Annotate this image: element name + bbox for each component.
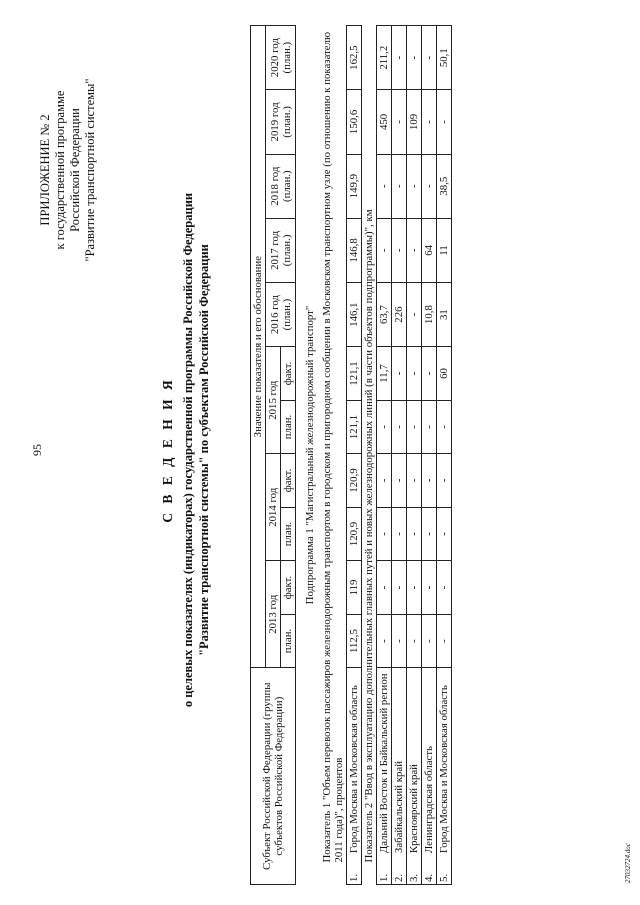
plan-header: план. <box>281 614 296 668</box>
indicator-title: Показатель 2 "Ввод в эксплуатацию дополнительных главных путей и новых железнодорожных линий (в части объектов подпрограммы)", км <box>363 209 375 863</box>
cell-value: - <box>377 218 392 282</box>
cell-value: 121,1 <box>347 400 362 454</box>
row-number: 1. <box>347 855 362 884</box>
cell-value: - <box>437 507 452 561</box>
row-number: 4. <box>422 855 437 884</box>
fact-header: факт. <box>281 561 296 615</box>
row-subject: Красноярский край <box>407 668 422 855</box>
cell-value: 120,9 <box>347 507 362 561</box>
row-subject: Город Москва и Московская область <box>437 668 452 855</box>
table-row <box>377 26 392 885</box>
page-number: 95 <box>30 444 44 456</box>
cell-value: 450 <box>377 90 392 154</box>
cell-value: 112,5 <box>347 614 362 668</box>
document-title <box>160 115 212 785</box>
cell-value: - <box>422 454 437 508</box>
subject-header: Субъект Российской Федерации (группы субъектов Российской Федерации) <box>251 668 296 885</box>
cell-value: 109 <box>407 90 422 154</box>
cell-value: - <box>407 400 422 454</box>
cell-value: - <box>407 218 422 282</box>
row-subject: Забайкальский край <box>392 668 407 855</box>
title-line: о целевых показателях (индикаторах) государственной программы Российской Федерации <box>181 192 195 708</box>
year-header-2014: 2014 год <box>266 454 281 561</box>
cell-value: - <box>377 507 392 561</box>
cell-value: 60 <box>437 347 452 401</box>
cell-value: - <box>392 347 407 401</box>
cell-value: 226 <box>392 282 407 346</box>
cell-value: 146,1 <box>347 282 362 346</box>
cell-value: - <box>392 561 407 615</box>
appendix-line: ПРИЛОЖЕНИЕ № 2 <box>38 114 52 226</box>
row-number: 3. <box>407 855 422 884</box>
row-subject: Дальний Восток и Байкальский регион <box>377 668 392 855</box>
cell-value: 38,5 <box>437 154 452 218</box>
cell-value: 50,1 <box>437 26 452 90</box>
cell-value: - <box>422 154 437 218</box>
cell-value: - <box>377 614 392 668</box>
cell-value: 10,8 <box>422 282 437 346</box>
appendix-line: Российской Федерации <box>68 108 82 232</box>
cell-value: - <box>377 154 392 218</box>
cell-value: - <box>437 90 452 154</box>
cell-value: 119 <box>347 561 362 615</box>
cell-value: - <box>437 454 452 508</box>
file-name-footer: 27032724.doc <box>624 843 632 883</box>
table-row <box>437 26 452 885</box>
appendix-line: "Развитие транспортной системы" <box>83 78 97 262</box>
plan-header: план. <box>281 400 296 454</box>
cell-value: - <box>437 561 452 615</box>
cell-value: - <box>377 561 392 615</box>
year-header-2017: 2017 год (план.) <box>266 218 296 282</box>
cell-value: - <box>422 347 437 401</box>
fact-header: факт. <box>281 347 296 401</box>
cell-value: 121,1 <box>347 347 362 401</box>
cell-value: - <box>407 347 422 401</box>
title-line: С В Е Д Е Н И Я <box>160 377 175 523</box>
cell-value: - <box>422 400 437 454</box>
cell-value: - <box>422 507 437 561</box>
cell-value: - <box>377 400 392 454</box>
cell-value: - <box>392 400 407 454</box>
cell-value: - <box>407 26 422 90</box>
row-number: 1. <box>377 855 392 884</box>
year-header-2015: 2015 год <box>266 347 281 454</box>
subprogram-title: Подпрограмма 1 "Магистральный железнодорожный транспорт" <box>304 305 316 605</box>
appendix-header <box>38 55 98 285</box>
cell-value: 149,9 <box>347 154 362 218</box>
cell-value: 64 <box>422 218 437 282</box>
cell-value: - <box>407 154 422 218</box>
cell-value: - <box>407 454 422 508</box>
title-line: "Развитие транспортной системы" по субъектам Российской Федерации <box>197 244 211 656</box>
year-header-2013: 2013 год <box>266 561 281 668</box>
indicator-title: Показатель 1 "Объем перевозок пассажиров железнодорожным транспортом в городском и пригородном сообщении в Московском транспортном узле (по отношению к показателю 2011 года)", процентов <box>321 31 345 863</box>
cell-value: 150,6 <box>347 90 362 154</box>
cell-value: 11,7 <box>377 347 392 401</box>
cell-value: - <box>407 507 422 561</box>
cell-value: 63,7 <box>377 282 392 346</box>
row-number: 2. <box>392 855 407 884</box>
cell-value: - <box>392 507 407 561</box>
cell-value: - <box>437 614 452 668</box>
cell-value: 162,5 <box>347 26 362 90</box>
appendix-line: к государственной программе <box>53 90 67 250</box>
cell-value: 120,9 <box>347 454 362 508</box>
row-subject: Ленинградская область <box>422 668 437 855</box>
cell-value: - <box>392 90 407 154</box>
cell-value: - <box>392 614 407 668</box>
table-row <box>392 26 407 885</box>
indicators-table <box>250 25 452 885</box>
year-header-2019: 2019 год (план.) <box>266 90 296 154</box>
cell-value: - <box>407 614 422 668</box>
cell-value: - <box>407 282 422 346</box>
value-header: Значение показателя и его обоснование <box>251 26 266 668</box>
cell-value: - <box>392 218 407 282</box>
table-row <box>422 26 437 885</box>
cell-value: 11 <box>437 218 452 282</box>
table-row <box>347 26 362 885</box>
cell-value: - <box>392 154 407 218</box>
row-subject: Город Москва и Московская область <box>347 668 362 855</box>
cell-value: - <box>422 26 437 90</box>
cell-value: 146,8 <box>347 218 362 282</box>
plan-header: план. <box>281 507 296 561</box>
cell-value: - <box>377 454 392 508</box>
cell-value: - <box>392 26 407 90</box>
cell-value: - <box>437 400 452 454</box>
year-header-2018: 2018 год (план.) <box>266 154 296 218</box>
fact-header: факт. <box>281 454 296 508</box>
cell-value: - <box>392 454 407 508</box>
table-row <box>407 26 422 885</box>
cell-value: - <box>422 561 437 615</box>
year-header-2020: 2020 год (план.) <box>266 26 296 90</box>
cell-value: - <box>422 614 437 668</box>
cell-value: 31 <box>437 282 452 346</box>
cell-value: - <box>407 561 422 615</box>
row-number: 5. <box>437 855 452 884</box>
cell-value: - <box>422 90 437 154</box>
year-header-2016: 2016 год (план.) <box>266 282 296 346</box>
cell-value: 211,2 <box>377 26 392 90</box>
